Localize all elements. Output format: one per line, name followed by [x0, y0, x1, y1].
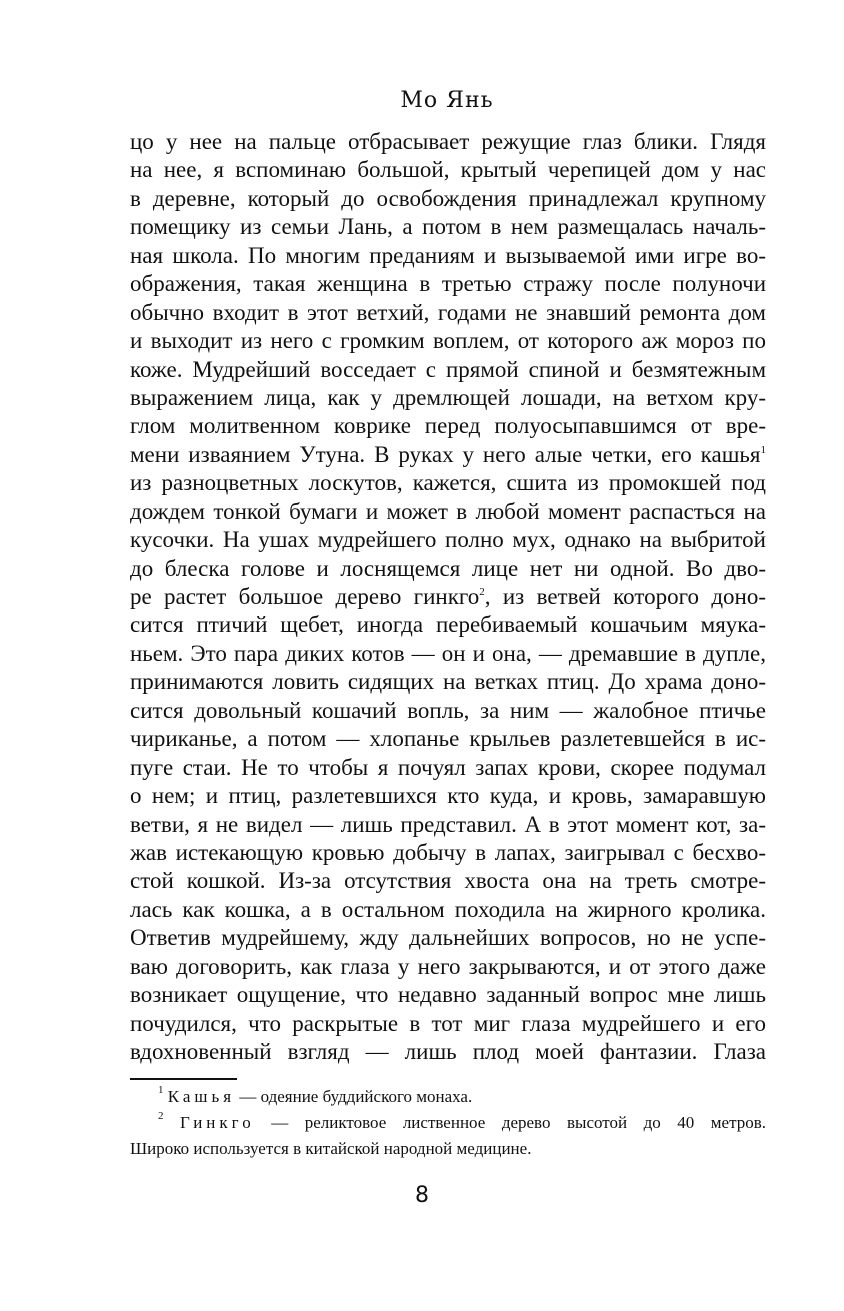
text-line: коже. Мудрейший восседает с прямой спиной и безмятежным — [130, 356, 766, 382]
text-line — [130, 441, 766, 469]
footnote-text: — реликтовое лиственное дерево высотой до 40 метров. — [254, 1113, 766, 1132]
page-number: 8 — [415, 1183, 429, 1208]
text-line: ображения, такая женщина в третью стражу после полуночи — [130, 271, 766, 297]
body-text — [130, 128, 766, 1066]
text-line: почудился, что раскрытые в тот миг глаза мудрейшего и его — [130, 1010, 766, 1036]
running-header: Мо Янь — [400, 88, 494, 113]
text-line: ветви, я не видел — лишь представил. А в этот момент кот, за- — [130, 811, 766, 837]
footnote-term: Кашья — [167, 1087, 236, 1106]
footnote-2 — [130, 1110, 766, 1136]
text-line: выражением лица, как у дремлющей лошади, на ветхом кру- — [130, 384, 766, 410]
text-line: из разноцветных лоскутов, кажется, сшита из промокшей под — [130, 470, 766, 496]
footnote-mark: 1 — [158, 1084, 164, 1096]
text-line: жав истекающую кровью добычу в лапах, заигрывал с бесхво- — [130, 839, 766, 865]
text-line: сится довольный кошачий вопль, за ним — жалобное птичье — [130, 697, 766, 723]
text-line: принимаются ловить сидящих на ветках птиц. До храма доно- — [130, 669, 766, 695]
footnote-1 — [130, 1084, 766, 1110]
text-segment: ре растет большое дерево гинкго — [130, 584, 480, 609]
text-line: пуге стаи. Не то чтобы я почуял запах крови, скорее подумал — [130, 754, 766, 780]
footnote-divider — [130, 1078, 237, 1080]
footnote-mark: 2 — [158, 1110, 164, 1122]
text-line: ная школа. По многим преданиям и вызываемой ими игре во- — [130, 242, 766, 268]
text-line — [130, 583, 766, 611]
text-line: кусочки. На ушах мудрейшего полно мух, однако на выбритой — [130, 527, 766, 553]
text-line: Ответив мудрейшему, жду дальнейших вопросов, но не успе- — [130, 925, 766, 951]
text-line: в деревне, который до освобождения принадлежал крупному — [130, 185, 766, 211]
footnote-ref-2[interactable]: 2 — [479, 586, 485, 598]
text-line: лась как кошка, а в остальном походила на жирного кролика. — [130, 896, 766, 922]
footnote-term: Гинкго — [180, 1113, 255, 1132]
text-line: до блеска голове и лоснящемся лице нет ни одной. Во дво- — [130, 555, 766, 581]
footnote-2-continuation: Широко используется в китайской народной медицине. — [130, 1139, 532, 1158]
text-segment: мени изваянием Утуна. В руках у него алые четки, его кашья — [130, 441, 761, 467]
footnote-ref-1[interactable]: 1 — [760, 443, 766, 456]
text-line: обычно входит в этот ветхий, годами не знавший ремонта дом — [130, 299, 766, 325]
text-line: чириканье, а потом — хлопанье крыльев разлетевшейся в ис- — [130, 726, 766, 752]
text-line: о нем; и птиц, разлетевшихся кто куда, и кровь, замаравшую — [130, 783, 766, 809]
text-line: на нее, я вспоминаю большой, крытый черепицей дом у нас — [130, 157, 766, 183]
text-line: сится птичий щебет, иногда перебиваемый кошачьим мяука- — [130, 612, 766, 638]
text-line: дождем тонкой бумаги и может в любой момент распасться на — [130, 498, 766, 524]
text-line: цо у нее на пальце отбрасывает режущие глаз блики. Глядя — [130, 129, 766, 154]
text-line: ньем. Это пара диких котов — он и она, — дремавшие в дупле, — [130, 640, 766, 666]
text-segment: , из ветвей которого доно- — [484, 584, 766, 609]
text-line: стой кошкой. Из-за отсутствия хвоста она на треть смотре- — [130, 868, 766, 894]
footnotes — [130, 1084, 766, 1162]
text-line: вдохновенный взгляд — лишь плод моей фантазии. Глаза — [130, 1039, 766, 1064]
footnote-text: — одеяние буддийского монаха. — [235, 1087, 473, 1106]
text-line: ваю договорить, как глаза у него закрываются, и от этого даже — [130, 953, 766, 979]
text-line: глом молитвенном коврике перед полуосыпавшимся от вре- — [130, 413, 766, 439]
text-line: возникает ощущение, что недавно заданный вопрос мне лишь — [130, 982, 766, 1008]
text-line: и выходит из него с громким воплем, от которого аж мороз по — [130, 328, 766, 354]
text-line: помещику из семьи Лань, а потом в нем размещалась началь- — [130, 214, 766, 240]
